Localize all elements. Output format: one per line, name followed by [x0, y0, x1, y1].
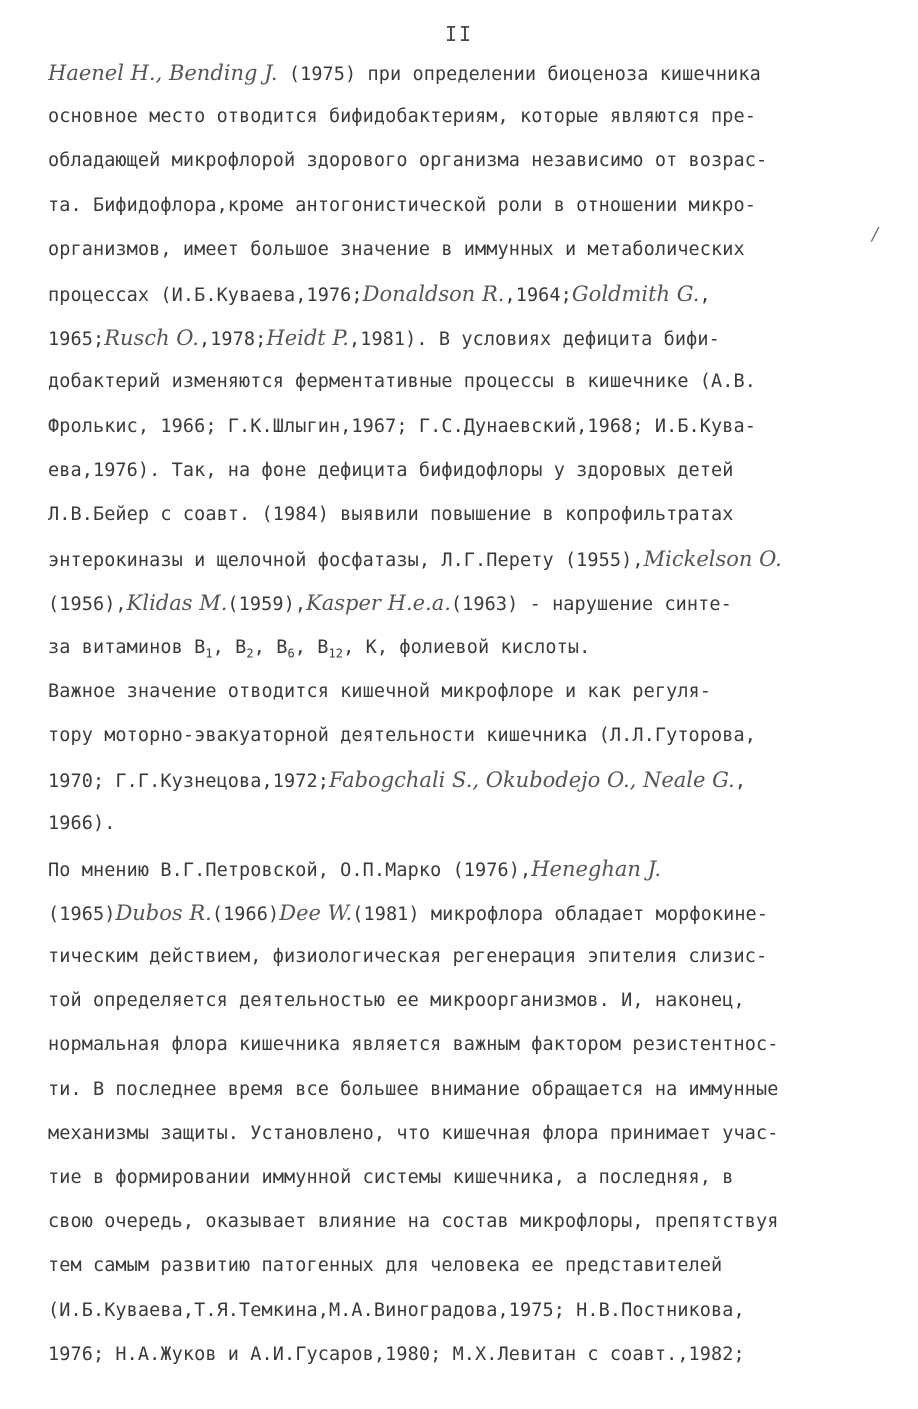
text-line: [48, 677, 888, 707]
text-line: [48, 1075, 888, 1105]
handwritten-citation: Heneghan J.: [531, 856, 662, 881]
handwritten-citation: Donaldson R.: [362, 282, 505, 306]
typed-text: Фролькис, 1966; Г.К.Шлыгин,1967; Г.С.Дунаевский,1968; И.Б.Кува-: [48, 415, 756, 437]
typed-text: организмов, имеет большое значение в иммунных и метаболических: [48, 238, 745, 260]
typed-text: (1959),: [227, 594, 307, 616]
text-line: [48, 412, 888, 442]
text-line: [48, 854, 888, 884]
typed-text: (1966): [211, 903, 280, 925]
text-line: [48, 1163, 888, 1193]
text-line: [48, 146, 888, 176]
text-line: [48, 191, 888, 221]
typed-text: , B: [253, 636, 288, 658]
typed-text: ,: [734, 771, 747, 793]
typed-text: механизмы защиты. Установлено, что кишечная флора принимает учас-: [48, 1122, 779, 1144]
typed-text: ,1964;: [504, 285, 572, 306]
typed-text: добактерий изменяются ферментативные процессы в кишечнике (А.В.: [48, 371, 756, 393]
handwritten-citation: Dee W.: [279, 900, 353, 925]
handwritten-citation: Mickelson O.: [643, 547, 782, 572]
typed-text: (1963) - нарушение синте-: [450, 594, 732, 616]
text-line: [48, 456, 888, 486]
typed-text: та. Бифидофлора,кроме антогонистической роли в отношении микро-: [48, 194, 756, 216]
text-line: [48, 58, 888, 88]
text-line: [48, 942, 888, 972]
typed-text: , B: [294, 636, 329, 658]
typed-text: (1975) при определении биоценоза кишечника: [277, 64, 761, 85]
typed-text: По мнению В.Г.Петровской, О.П.Марко (1976),: [48, 859, 532, 881]
subscript: 6: [287, 646, 295, 661]
typed-text: (1965): [48, 903, 116, 925]
page-number: II: [444, 22, 474, 46]
handwritten-citation: Fabogchali S., Okubodejo O., Neale G.: [328, 768, 735, 793]
typed-text: Важное значение отводится кишечной микрофлоре и как регуля-: [48, 680, 712, 702]
typed-text: нормальная флора кишечника является важным фактором резистентнос-: [48, 1034, 779, 1056]
typed-text: 1965;: [48, 329, 105, 351]
handwritten-citation: Haenel H., Bending J.: [48, 61, 278, 85]
typed-text: ти. В последнее время все большее внимание обращается на иммунные: [48, 1078, 779, 1100]
text-line: [48, 102, 888, 132]
handwritten-citation: Klidas M.: [126, 591, 228, 616]
handwritten-citation: Goldmith G.: [571, 282, 700, 306]
typed-text: процессах (И.Б.Куваева,1976;: [48, 285, 363, 306]
text-line: [48, 588, 888, 618]
typed-text: 1976; Н.А.Жуков и А.И.Гусаров,1980; М.Х.Левитан с соавт.,1982;: [48, 1343, 745, 1365]
typed-text: (И.Б.Куваева,Т.Я.Темкина,М.А.Виноградова,1975; Н.В.Постникова,: [48, 1299, 745, 1321]
text-line: [48, 367, 888, 397]
typed-text: обладающей микрофлорой здорового организма независимо от возрас-: [48, 150, 768, 172]
typed-text: (1981) микрофлора обладает морфокине-: [352, 903, 769, 925]
typed-text: тем самым развитию патогенных для человека ее представителей: [48, 1255, 723, 1277]
text-line: [48, 898, 888, 928]
text-line: [48, 1340, 888, 1370]
typed-text: ева,1976). Так, на фоне дефицита бифидофлоры у здоровых детей: [48, 459, 734, 481]
subscript: 12: [328, 646, 344, 661]
text-line: [48, 544, 888, 574]
text-line: [48, 1296, 888, 1326]
typed-text: , К, фолиевой кислоты.: [343, 636, 591, 658]
typed-text: ,: [699, 285, 711, 306]
typed-text: тическим действием, физиологическая регенерация эпителия слизис-: [48, 946, 768, 967]
text-line: [48, 1207, 888, 1237]
text-line: [48, 809, 888, 839]
handwritten-citation: Heidt P.: [266, 326, 349, 351]
subscript: 1: [205, 646, 213, 661]
typed-text: , B: [212, 636, 247, 658]
margin-mark: /: [872, 224, 879, 245]
typed-text: 1966).: [48, 813, 116, 835]
text-line: [48, 986, 888, 1016]
typed-text: тору моторно-эвакуаторной деятельности кишечника (Л.Л.Гуторова,: [48, 725, 756, 746]
text-line: [48, 235, 888, 265]
typed-text: свою очередь, оказывает влияние на состав микрофлоры, препятствуя: [48, 1211, 779, 1233]
text-line: [48, 1251, 888, 1281]
typed-text: той определяется деятельностью ее микроорганизмов. И, наконец,: [48, 990, 745, 1012]
text-line: [48, 1030, 888, 1060]
typed-text: основное место отводится бифидобактериям, которые являются пре-: [48, 106, 756, 128]
text-line: [48, 279, 888, 309]
typed-text: 1970; Г.Г.Кузнецова,1972;: [48, 771, 329, 793]
handwritten-citation: Dubos R.: [115, 900, 212, 925]
typed-text: (1956),: [48, 594, 127, 616]
handwritten-citation: Rusch O.: [104, 326, 199, 351]
text-line: [48, 323, 888, 353]
text-line: [48, 500, 888, 530]
subscript: 2: [246, 646, 254, 661]
text-line: [48, 765, 888, 795]
typed-text: энтерокиназы и щелочной фосфатазы, Л.Г.Перету (1955),: [48, 550, 644, 572]
typed-text: ,1981). В условиях дефицита бифи-: [348, 329, 720, 351]
text-line: [48, 633, 888, 663]
typed-text: за витаминов B: [48, 636, 206, 658]
typed-text: Л.В.Бейер с соавт. (1984) выявили повышение в копрофильтратах: [48, 504, 734, 525]
handwritten-citation: Kasper H.e.a.: [306, 591, 451, 616]
typed-text: тие в формировании иммунной системы кишечника, а последняя, в: [48, 1167, 734, 1188]
text-line: [48, 1119, 888, 1149]
typed-text: ,1978;: [198, 329, 267, 351]
text-line: [48, 721, 888, 751]
